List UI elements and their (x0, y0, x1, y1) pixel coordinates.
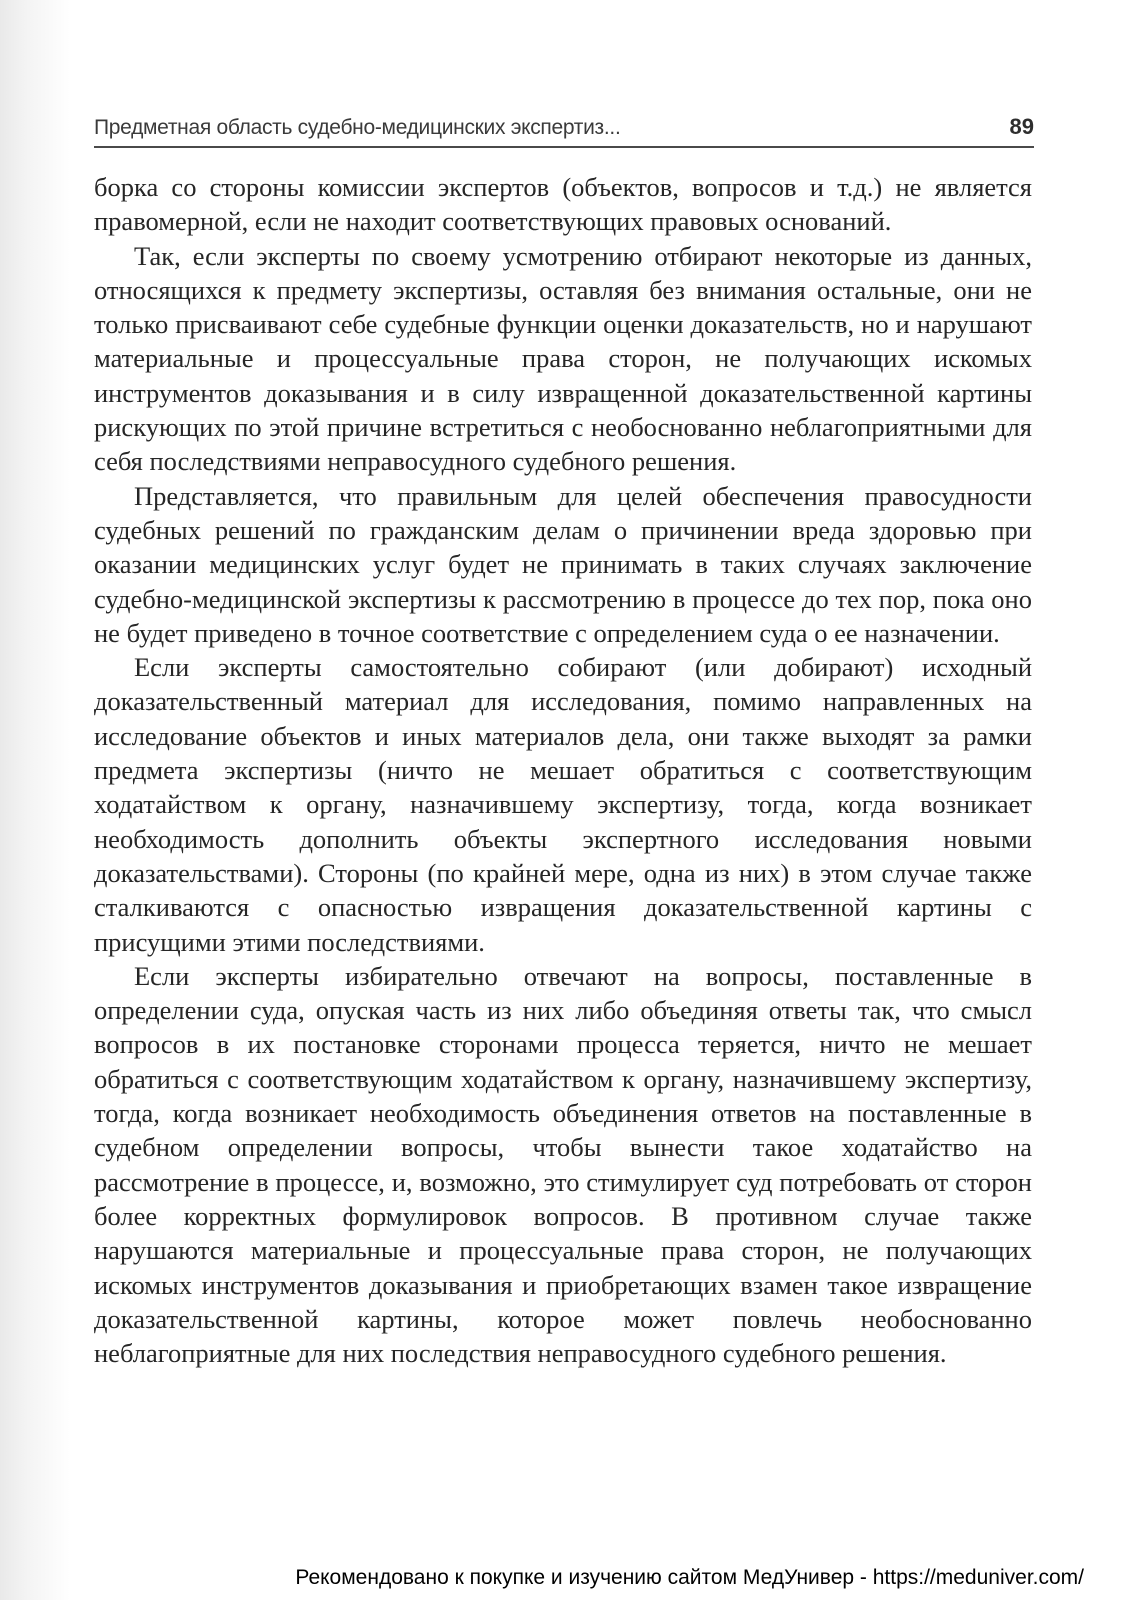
running-head: Предметная область судебно-медицинских экспертиз... (94, 116, 621, 139)
body-text (94, 170, 1032, 1370)
header-rule (94, 146, 1034, 148)
paragraph-5: Если эксперты избирательно отвечают на вопросы, поставленные в определении суда, опуская часть из них либо объединяя ответы так, что смысл вопросов в их постановке сторонами процесса теряется, ничто не мешает обратиться с соответствующим ходатайством к органу, назначившему экспертизу, тогда, когда возникает необходимость объединения ответов на поставленные в судебном определении вопросы, чтобы вынести такое ходатайство на рассмотрение в процессе, и, возможно, это стимулирует суд потребовать от сторон более корректных формулировок вопросов. В противном случае также нарушаются материальные и процессуальные права сторон, не получающих искомых инструментов доказывания и приобретающих взамен такое извращение доказательственной картины, которое может повлечь необоснованно неблагоприятные для них последствия неправосудного судебного решения. (94, 960, 1032, 1369)
page-edge-shadow (0, 0, 70, 1600)
footer-recommendation: Рекомендовано к покупке и изучению сайтом МедУнивер - https://meduniver.com/ (295, 1566, 1084, 1589)
paragraph-4: Если эксперты самостоятельно собирают (или добирают) исходный доказательственный материал для исследования, помимо направленных на исследование объектов и иных материалов дела, они также выходят за рамки предмета экспертизы (ничто не мешает обратиться с соответствующим ходатайством к органу, назначившему экспертизу, тогда, когда возникает необходимость дополнить объекты экспертного исследования новыми доказательствами). Стороны (по крайней мере, одна из них) в этом случае также сталкиваются с опасностью извращения доказательственной картины с присущими этими последствиями. (94, 652, 1032, 957)
paragraph-1: борка со стороны комиссии экспертов (объектов, вопросов и т.д.) не является правомерной, если не находит соответствующих правовых оснований. (94, 172, 1032, 237)
paragraph-3: Представляется, что правильным для целей обеспечения правосудности судебных решений по гражданским делам о причинении вреда здоровью при оказании медицинских услуг будет не принимать в таких случаях заключение судебно-медицинской экспертизы к рассмотрению в процессе до тех пор, пока оно не будет приведено в точное соответствие с определением суда о ее назначении. (94, 480, 1032, 648)
page-number: 89 (1009, 114, 1034, 139)
paragraph-2: Так, если эксперты по своему усмотрению отбирают некоторые из данных, относящихся к предмету экспертизы, оставляя без внимания остальные, они не только присваивают себе судебные функции оценки доказательств, но и нарушают материальные и процессуальные права сторон, не получающих искомых инструментов доказывания и в силу извращенной доказательственной картины рискующих по этой причине встретиться с необоснованно неблагоприятными для себя последствиями неправосудного судебного решения. (94, 240, 1032, 477)
page-header (94, 112, 1034, 144)
